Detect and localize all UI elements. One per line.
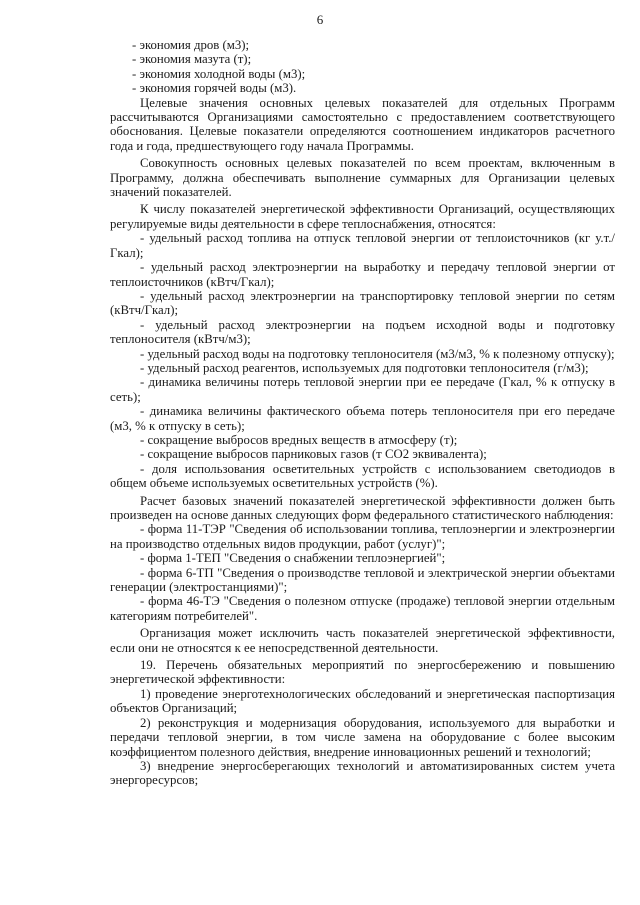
- paragraph-total: Совокупность основных целевых показателей по всем проектам, включенным в Программу, должна обеспечивать выполнение суммарных для Организации целевых значений показателей.: [110, 156, 615, 200]
- measure-item: 1) проведение энерготехнологических обследований и энергетическая паспортизация объектов Организаций;: [110, 686, 615, 716]
- paragraph-targets: Целевые значения основных целевых показателей для отдельных Программ рассчитываются Организациями самостоятельно с предоставлением соответствующего обоснования. Целевые показатели определяются соотношением индикаторов расчетного года и года, предшествующего году начала Программы.: [110, 95, 615, 153]
- indicator-item: - удельный расход электроэнергии на транспортировку тепловой энергии по сетям (кВтч/Гкал);: [110, 288, 615, 318]
- section-19-heading: 19. Перечень обязательных мероприятий по энергосбережению и повышению энергетической эффективности:: [110, 658, 615, 687]
- paragraph-indicators-intro: К числу показателей энергетической эффективности Организаций, осуществляющих регулируемые виды деятельности в сфере теплоснабжения, относятся:: [110, 202, 615, 231]
- form-item: - форма 11-ТЭР "Сведения об использовании топлива, теплоэнергии и электроэнергии на производство отдельных видов продукции, работ (услуг)";: [110, 522, 615, 551]
- indicator-item: - удельный расход воды на подготовку теплоносителя (м3/м3, % к полезному отпуску);: [140, 346, 615, 361]
- document-body: [110, 38, 615, 788]
- indicator-item: - динамика величины потерь тепловой энергии при ее передаче (Гкал, % к отпуску в сеть);: [110, 375, 615, 404]
- indicator-item: - удельный расход реагентов, используемых для подготовки теплоносителя (г/м3);: [140, 360, 589, 375]
- form-item: - форма 46-ТЭ "Сведения о полезном отпуске (продаже) тепловой энергии отдельным категориям потребителей".: [110, 594, 615, 623]
- indicator-item: - доля использования осветительных устройств с использованием светодиодов в общем объеме используемых осветительных устройств (%).: [110, 461, 615, 491]
- indicator-item: - удельный расход электроэнергии на подъем исходной воды и подготовку теплоносителя (кВтч/м3);: [110, 317, 615, 347]
- list-item: - экономия горячей воды (м3).: [132, 81, 297, 96]
- indicator-item: - динамика величины фактического объема потерь теплоносителя при его передаче (м3, % к отпуску в сеть);: [110, 404, 615, 433]
- list-item: - экономия мазута (т);: [132, 52, 252, 67]
- paragraph-exclude: Организация может исключить часть показателей энергетической эффективности, если они не относятся к ее непосредственной деятельности.: [110, 626, 615, 655]
- paragraph-base-values: Расчет базовых значений показателей энергетической эффективности должен быть произведен на основе данных следующих форм федерального статистического наблюдения:: [110, 493, 615, 522]
- list-item: - экономия холодной воды (м3);: [132, 66, 306, 81]
- form-item: - форма 6-ТП "Сведения о производстве тепловой и электрической энергии объектами генерации (электростанциями)";: [110, 565, 615, 595]
- measure-item: 2) реконструкция и модернизация оборудования, используемого для выработки и передачи тепловой энергии, в том числе замена на оборудование с более высоким коэффициентом полезного действия, внедрение инновационных решений и технологий;: [110, 715, 615, 759]
- list-item: - экономия дров (м3);: [132, 38, 250, 52]
- indicator-item: - сокращение выбросов парниковых газов (т СО2 эквивалента);: [140, 447, 487, 462]
- page-number: 6: [316, 12, 324, 27]
- indicator-item: - удельный расход электроэнергии на выработку и передачу тепловой энергии от теплоисточников (кВтч/Гкал);: [110, 260, 615, 289]
- indicator-item: - удельный расход топлива на отпуск тепловой энергии от теплоисточников (кг у.т./Гкал);: [110, 231, 615, 260]
- form-item: - форма 1-ТЕП "Сведения о снабжении теплоэнергией";: [140, 551, 446, 566]
- measure-item: 3) внедрение энергосберегающих технологий и автоматизированных систем учета энергоресурсов;: [110, 758, 615, 788]
- indicator-item: - сокращение выбросов вредных веществ в атмосферу (т);: [140, 432, 458, 447]
